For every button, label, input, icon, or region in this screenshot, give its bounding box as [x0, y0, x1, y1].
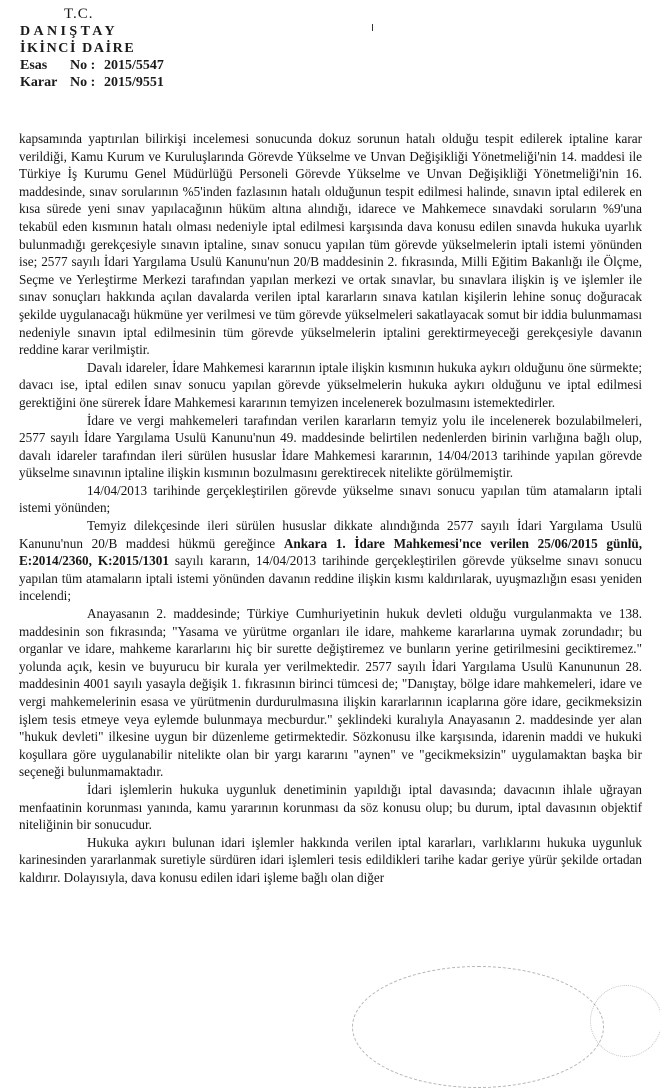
paragraph-p8	[19, 834, 642, 887]
paragraph-text: Anayasanın 2. maddesinde; Türkiye Cumhuriyetinin hukuk devleti olduğu vurgulanmakta ve 138. maddesinin son fıkrasında; "Yasama ve yürütme organları ile idare, mahkeme kararlarına uymak zorundadır; bu organlar ve idare, mahkeme kararlarını hiç bir surette değiştiremez ve bunların yerine getirilmesini geciktiremez." yolunda açık, kesin ve buyurucu bir kurala yer verilmektedir. 2577 sayılı İdari Yargılama Usulü Kanununun 28. maddesinin 4001 sayılı yasayla değişik 1. fıkrasının birinci tümcesi de; "Danıştay, bölge idare mahkemeleri, idare ve vergi mahkemelerinin esasa ve yürütmenin durdurulmasına ilişkin kararlarının icaplarına göre idare, gecikmeksizin işlem tesis etmeye veya eylemde bulunmaya mecburdur." şeklindeki kuralıyla Anayasanın 2. maddesinde yer alan "hukuk devleti" ilkesine uygun bir düzenleme getirmektedir. Sözkonusu ilke karşısında, idarenin maddi ve hukuki koşullara göre uygulanabilir nitelikte olan bir yargı kararını "aynen" ve "gecikmeksizin" uygulamaktan başka bir seçeneği bulunmamaktadır.	[19, 606, 642, 780]
header-court: DANIŞTAY	[20, 24, 118, 39]
paragraph-text: Temyiz dilekçesinde ileri sürülen hususlar dikkate alındığında 2577 sayılı İdari Yargılama Usulü Kanunu'nun 20/B maddesi hükmü gereğince	[19, 518, 642, 551]
esas-label: Esas	[20, 58, 48, 73]
esas-row	[20, 57, 320, 74]
paragraph-text: 14/04/2013 tarihinde gerçekleştirilen görevde yükselme sınavı sonucu yapılan tüm atamaların iptali istemi yönünden;	[19, 482, 642, 516]
header-tc: T.C.	[64, 6, 94, 22]
paragraph-p3	[19, 412, 642, 482]
karar-row	[20, 74, 320, 91]
karar-label: Karar	[20, 75, 58, 90]
paragraph-text: Hukuka aykırı bulunan idari işlemler hakkında verilen iptal kararları, varlıklarını hukuka uygunluk karinesinden yararlanmak suretiyle sürdüren idari işlemleri tesis edildikleri tarihe kadar geriye yürür şekilde ortadan kaldırır. Dolayısıyla, dava konusu edilen idari işleme bağlı olan diğer	[19, 834, 642, 885]
official-seal	[352, 966, 604, 1088]
document-header	[20, 6, 320, 91]
karar-value: 2015/9551	[104, 75, 164, 90]
paragraph-text: kapsamında yaptırılan bilirkişi incelemesi sonucunda dokuz sorunun hatalı olduğu tespit edilerek iptaline karar verildiği, Kamu Kurum ve Kuruluşlarında Görevde Yükselme ve Unvan Değişikliği Yönetmeliği'nin 14. maddesi ile Türkiye İş Kurumu Genel Müdürlüğü Personeli Görevde Yükselme ve Unvan Değişikliği Yönetmeliği'nin 16. maddesinde, sınav sorularının %5'inden fazlasının hatalı olduğunun tespit edilmesi halinde, sınavın iptal edilerek en kısa sürede yeni sınav yapılacağının hüküm altına alındığı, idarece ve Mahkemece sınavdaki soruların %9'una tekabül eden kısmının hatalı olması nedeniyle iptal edilmesi karşısında dava konusu edilen sınavda hukuka uyarlık bulunmadığı gerekçesiyle sınavın iptaline, sınav sonucu yapılan tüm görevde yükselmelerin iptali istemi yönünden ise; 2577 sayılı İdari Yargılama Usulü Kanunu'nun 20/B maddesinin 2. fıkrasında, Milli Eğitim Bakanlığı ile Ölçme, Seçme ve Yerleştirme Merkezi tarafından yapılan merkezi ve ortak sınavlar, bu sınavlara ilişkin iş ve işlemler ile sınav sonuçları hakkında açılan davalarda verilen iptal kararların sınava katılan kişilerin lehine sonuç doğuracak şekilde uygulanacağı hükmüne yer verilmesi ve tüm görevde yükselmeleri sakatlayacak somut bir iddia bulunmaması nedeniyle sınavın iptal edilmesinin tüm görevde yükselmelerin iptalini gerektirmeyeceği gerekçesiyle davanın reddine karar verilmiştir.	[19, 131, 642, 358]
esas-no-label: No :	[70, 58, 96, 73]
paragraph-text: İdare ve vergi mahkemeleri tarafından verilen kararların temyiz yolu ile incelenerek bozulabilmeleri, 2577 sayılı İdare Yargılama Usulü Kanunu'nun 49. maddesinde belirtilen nedenlerden birinin varlığına bağlı olup, davalı idareler tarafından ileri sürülen hususlar İdare Mahkemesi kararının, 14/04/2013 tarihinde yapılan görevde yükselme sınavının iptaline ilişkin kısmının bozulmasını gerektirecek nitelikte görülmemiştir.	[19, 412, 642, 481]
paragraph-text: Davalı idareler, İdare Mahkemesi kararının iptale ilişkin kısmının hukuka aykırı olduğunu öne sürmekte; davacı ise, iptal edilen sınav sonucu yapılan görevde yükselmelerin hukuka aykırı olduğunu ve iptal edilmesi gerektiğini öne sürerek İdare Mahkemesi kararının temyizen incelenerek bozulmasını istemektedirler.	[19, 359, 642, 410]
esas-value: 2015/5547	[104, 58, 164, 73]
paragraph-text: İdari işlemlerin hukuka uygunluk denetiminin yapıldığı iptal davasında; davacının ihlale uğrayan menfaatinin korunması yanında, kamu yararının korunması da söz konusu olup; bu durum, iptal davasının objektif niteliğinin bir sonucudur.	[19, 781, 642, 833]
paragraph-p7	[19, 781, 642, 834]
paragraph-p2	[19, 359, 642, 412]
seal-fragment	[590, 985, 660, 1057]
karar-no-label: No :	[70, 75, 96, 90]
paragraph-p5	[19, 517, 642, 605]
paragraph-p1	[19, 130, 642, 359]
paragraph-p4	[19, 482, 642, 517]
scan-mark	[372, 24, 373, 31]
paragraph-p6	[19, 605, 642, 781]
paragraph-text: sayılı kararın, 14/04/2013 tarihinde gerçekleştirilen görevde yükselme sınavı sonucu yapılan tüm atamaların iptali istemi yönünden davanın reddine ilişkin kısmı kaldırılarak, uyuşmazlığın esası yeniden incelendi;	[19, 553, 642, 604]
decision-body	[19, 130, 642, 887]
header-chamber: İKİNCİ DAİRE	[20, 41, 136, 56]
bold-citation: Ankara 1. İdare Mahkemesi'nce verilen 25/06/2015 günlü, E:2014/2360, K:2015/1301	[19, 535, 642, 569]
